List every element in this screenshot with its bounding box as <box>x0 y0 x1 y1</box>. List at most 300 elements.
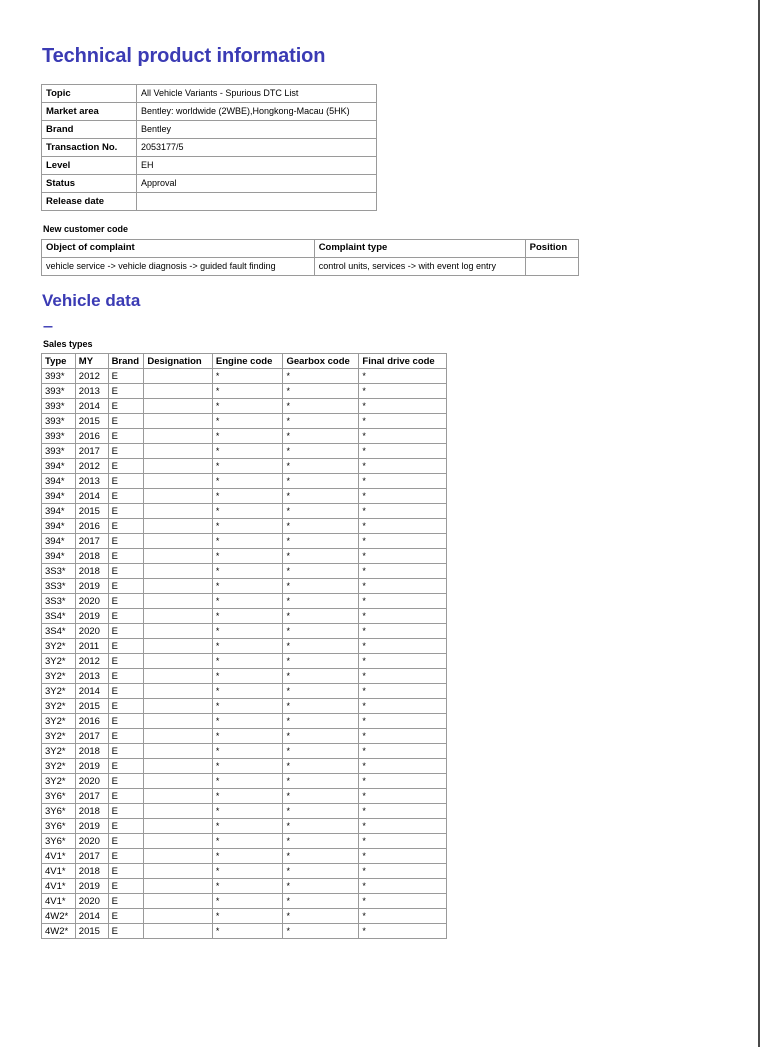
product-info-table-body <box>42 85 377 211</box>
cell-brand: E <box>108 414 144 429</box>
cell-brand: E <box>108 774 144 789</box>
cell-engine-code: * <box>212 534 283 549</box>
cell-final-drive-code: * <box>359 369 447 384</box>
cell-brand: E <box>108 834 144 849</box>
cell-final-drive-code: * <box>359 894 447 909</box>
table-row <box>42 175 377 193</box>
cell-gearbox-code: * <box>283 819 359 834</box>
cell-type: 394* <box>42 549 76 564</box>
cell-gearbox-code: * <box>283 684 359 699</box>
product-info-key: Market area <box>42 103 137 121</box>
table-row <box>42 714 447 729</box>
cell-final-drive-code: * <box>359 684 447 699</box>
divider-dashes: --- <box>43 318 52 333</box>
cell-engine-code: * <box>212 804 283 819</box>
table-row <box>42 759 447 774</box>
cell-designation <box>144 579 213 594</box>
cell-gearbox-code: * <box>283 864 359 879</box>
cell-brand: E <box>108 594 144 609</box>
customer-code-table-body <box>42 257 579 275</box>
cell-gearbox-code: * <box>283 519 359 534</box>
cell-my: 2014 <box>75 909 108 924</box>
cell-gearbox-code: * <box>283 444 359 459</box>
cell-designation <box>144 699 213 714</box>
cell-brand: E <box>108 684 144 699</box>
cell-designation <box>144 909 213 924</box>
cell-my: 2020 <box>75 774 108 789</box>
column-header-type: Type <box>42 354 76 369</box>
cell-designation <box>144 789 213 804</box>
cell-brand: E <box>108 474 144 489</box>
cell-engine-code: * <box>212 489 283 504</box>
cell-type: 3Y6* <box>42 789 76 804</box>
cell-type: 3S4* <box>42 609 76 624</box>
cell-designation <box>144 714 213 729</box>
cell-my: 2018 <box>75 549 108 564</box>
cell-my: 2020 <box>75 894 108 909</box>
cell-final-drive-code: * <box>359 414 447 429</box>
table-row <box>42 504 447 519</box>
cell-brand: E <box>108 534 144 549</box>
cell-final-drive-code: * <box>359 909 447 924</box>
cell-designation <box>144 864 213 879</box>
cell-engine-code: * <box>212 624 283 639</box>
cell-my: 2011 <box>75 639 108 654</box>
cell-type: 394* <box>42 474 76 489</box>
sales-types-table-body <box>42 369 447 939</box>
cell-gearbox-code: * <box>283 804 359 819</box>
cell-designation <box>144 849 213 864</box>
cell-designation <box>144 399 213 414</box>
cell-brand: E <box>108 369 144 384</box>
cell-complaint-type: control units, services -> with event log entry <box>314 257 525 275</box>
cell-type: 394* <box>42 489 76 504</box>
cell-type: 4V1* <box>42 864 76 879</box>
cell-final-drive-code: * <box>359 834 447 849</box>
cell-engine-code: * <box>212 609 283 624</box>
cell-gearbox-code: * <box>283 579 359 594</box>
cell-brand: E <box>108 429 144 444</box>
cell-my: 2019 <box>75 609 108 624</box>
table-row <box>42 639 447 654</box>
cell-gearbox-code: * <box>283 399 359 414</box>
cell-brand: E <box>108 924 144 939</box>
table-row <box>42 519 447 534</box>
table-row <box>42 85 377 103</box>
cell-gearbox-code: * <box>283 564 359 579</box>
table-header-row <box>42 354 447 369</box>
cell-designation <box>144 624 213 639</box>
cell-type: 394* <box>42 459 76 474</box>
cell-designation <box>144 894 213 909</box>
cell-brand: E <box>108 609 144 624</box>
cell-engine-code: * <box>212 384 283 399</box>
cell-engine-code: * <box>212 579 283 594</box>
cell-my: 2020 <box>75 624 108 639</box>
cell-final-drive-code: * <box>359 729 447 744</box>
table-row <box>42 894 447 909</box>
cell-gearbox-code: * <box>283 429 359 444</box>
cell-engine-code: * <box>212 474 283 489</box>
cell-designation <box>144 429 213 444</box>
cell-gearbox-code: * <box>283 534 359 549</box>
cell-brand: E <box>108 729 144 744</box>
column-header-complaint-type: Complaint type <box>314 239 525 257</box>
cell-gearbox-code: * <box>283 759 359 774</box>
cell-my: 2015 <box>75 414 108 429</box>
table-row <box>42 669 447 684</box>
table-row <box>42 624 447 639</box>
cell-designation <box>144 369 213 384</box>
cell-gearbox-code: * <box>283 624 359 639</box>
table-row <box>42 157 377 175</box>
cell-brand: E <box>108 894 144 909</box>
cell-engine-code: * <box>212 714 283 729</box>
cell-engine-code: * <box>212 444 283 459</box>
cell-engine-code: * <box>212 504 283 519</box>
cell-gearbox-code: * <box>283 909 359 924</box>
cell-gearbox-code: * <box>283 879 359 894</box>
cell-brand: E <box>108 444 144 459</box>
cell-my: 2020 <box>75 834 108 849</box>
table-row <box>42 609 447 624</box>
cell-gearbox-code: * <box>283 459 359 474</box>
table-row <box>42 193 377 211</box>
cell-gearbox-code: * <box>283 489 359 504</box>
cell-engine-code: * <box>212 774 283 789</box>
cell-designation <box>144 534 213 549</box>
cell-type: 4W2* <box>42 924 76 939</box>
cell-engine-code: * <box>212 414 283 429</box>
cell-gearbox-code: * <box>283 789 359 804</box>
cell-designation <box>144 459 213 474</box>
cell-engine-code: * <box>212 864 283 879</box>
cell-type: 3Y2* <box>42 639 76 654</box>
table-row <box>42 744 447 759</box>
table-row <box>42 121 377 139</box>
cell-brand: E <box>108 639 144 654</box>
sales-types-table-head <box>42 354 447 369</box>
cell-final-drive-code: * <box>359 429 447 444</box>
cell-type: 393* <box>42 399 76 414</box>
product-info-value <box>137 193 377 211</box>
cell-type: 3S3* <box>42 579 76 594</box>
cell-type: 393* <box>42 414 76 429</box>
cell-engine-code: * <box>212 789 283 804</box>
cell-final-drive-code: * <box>359 789 447 804</box>
table-row <box>42 909 447 924</box>
table-header-row <box>42 239 579 257</box>
cell-final-drive-code: * <box>359 924 447 939</box>
cell-my: 2012 <box>75 654 108 669</box>
cell-final-drive-code: * <box>359 534 447 549</box>
cell-my: 2013 <box>75 474 108 489</box>
cell-gearbox-code: * <box>283 669 359 684</box>
cell-my: 2017 <box>75 849 108 864</box>
cell-type: 4V1* <box>42 849 76 864</box>
cell-final-drive-code: * <box>359 669 447 684</box>
cell-designation <box>144 924 213 939</box>
cell-engine-code: * <box>212 459 283 474</box>
table-row <box>42 849 447 864</box>
cell-designation <box>144 819 213 834</box>
cell-my: 2014 <box>75 399 108 414</box>
table-row <box>42 564 447 579</box>
table-row <box>42 879 447 894</box>
cell-brand: E <box>108 624 144 639</box>
cell-my: 2014 <box>75 684 108 699</box>
cell-type: 4W2* <box>42 909 76 924</box>
cell-designation <box>144 474 213 489</box>
cell-type: 394* <box>42 534 76 549</box>
cell-engine-code: * <box>212 729 283 744</box>
cell-designation <box>144 834 213 849</box>
cell-my: 2013 <box>75 669 108 684</box>
cell-my: 2017 <box>75 444 108 459</box>
cell-final-drive-code: * <box>359 639 447 654</box>
product-info-value: Approval <box>137 175 377 193</box>
cell-designation <box>144 489 213 504</box>
cell-type: 3Y2* <box>42 684 76 699</box>
product-info-table <box>41 84 377 211</box>
new-customer-code-label: New customer code <box>43 224 129 234</box>
column-header-brand: Brand <box>108 354 144 369</box>
cell-my: 2014 <box>75 489 108 504</box>
cell-type: 4V1* <box>42 894 76 909</box>
cell-engine-code: * <box>212 744 283 759</box>
product-info-key: Level <box>42 157 137 175</box>
cell-my: 2015 <box>75 504 108 519</box>
cell-final-drive-code: * <box>359 489 447 504</box>
cell-brand: E <box>108 744 144 759</box>
product-info-key: Brand <box>42 121 137 139</box>
cell-type: 3Y2* <box>42 654 76 669</box>
column-header-gearbox-code: Gearbox code <box>283 354 359 369</box>
cell-gearbox-code: * <box>283 924 359 939</box>
cell-type: 3S3* <box>42 594 76 609</box>
table-row <box>42 729 447 744</box>
cell-final-drive-code: * <box>359 549 447 564</box>
cell-type: 393* <box>42 384 76 399</box>
table-row <box>42 864 447 879</box>
cell-engine-code: * <box>212 684 283 699</box>
table-row <box>42 804 447 819</box>
cell-designation <box>144 684 213 699</box>
table-row <box>42 103 377 121</box>
cell-gearbox-code: * <box>283 849 359 864</box>
cell-type: 3Y2* <box>42 669 76 684</box>
cell-gearbox-code: * <box>283 549 359 564</box>
cell-final-drive-code: * <box>359 609 447 624</box>
cell-gearbox-code: * <box>283 699 359 714</box>
product-info-value: 2053177/5 <box>137 139 377 157</box>
cell-engine-code: * <box>212 369 283 384</box>
cell-final-drive-code: * <box>359 459 447 474</box>
cell-gearbox-code: * <box>283 654 359 669</box>
cell-my: 2018 <box>75 804 108 819</box>
table-row <box>42 444 447 459</box>
product-info-key: Status <box>42 175 137 193</box>
table-row <box>42 429 447 444</box>
table-row <box>42 579 447 594</box>
table-row <box>42 654 447 669</box>
cell-engine-code: * <box>212 834 283 849</box>
customer-code-table <box>41 239 579 276</box>
cell-engine-code: * <box>212 849 283 864</box>
table-row <box>42 459 447 474</box>
cell-engine-code: * <box>212 759 283 774</box>
cell-final-drive-code: * <box>359 564 447 579</box>
cell-my: 2012 <box>75 459 108 474</box>
cell-brand: E <box>108 804 144 819</box>
cell-my: 2019 <box>75 759 108 774</box>
cell-my: 2013 <box>75 384 108 399</box>
cell-engine-code: * <box>212 429 283 444</box>
cell-object-of-complaint: vehicle service -> vehicle diagnosis -> guided fault finding <box>42 257 315 275</box>
section-title-vehicle-data: Vehicle data <box>42 290 141 310</box>
cell-type: 3Y2* <box>42 744 76 759</box>
cell-gearbox-code: * <box>283 384 359 399</box>
cell-final-drive-code: * <box>359 654 447 669</box>
cell-gearbox-code: * <box>283 729 359 744</box>
cell-brand: E <box>108 879 144 894</box>
cell-engine-code: * <box>212 924 283 939</box>
cell-type: 3S4* <box>42 624 76 639</box>
cell-brand: E <box>108 399 144 414</box>
cell-gearbox-code: * <box>283 744 359 759</box>
cell-type: 3Y6* <box>42 819 76 834</box>
cell-final-drive-code: * <box>359 849 447 864</box>
cell-final-drive-code: * <box>359 699 447 714</box>
sales-types-table <box>41 353 447 939</box>
cell-final-drive-code: * <box>359 864 447 879</box>
table-row <box>42 699 447 714</box>
cell-engine-code: * <box>212 519 283 534</box>
column-header-object-of-complaint: Object of complaint <box>42 239 315 257</box>
cell-brand: E <box>108 519 144 534</box>
cell-designation <box>144 639 213 654</box>
cell-gearbox-code: * <box>283 774 359 789</box>
cell-my: 2015 <box>75 924 108 939</box>
cell-brand: E <box>108 669 144 684</box>
page-title: Technical product information <box>42 45 326 67</box>
column-header-final-drive-code: Final drive code <box>359 354 447 369</box>
cell-designation <box>144 564 213 579</box>
product-info-key: Transaction No. <box>42 139 137 157</box>
table-row <box>42 534 447 549</box>
cell-final-drive-code: * <box>359 774 447 789</box>
table-row <box>42 489 447 504</box>
cell-final-drive-code: * <box>359 384 447 399</box>
cell-type: 394* <box>42 519 76 534</box>
cell-designation <box>144 654 213 669</box>
cell-final-drive-code: * <box>359 804 447 819</box>
table-row <box>42 789 447 804</box>
cell-designation <box>144 669 213 684</box>
cell-gearbox-code: * <box>283 594 359 609</box>
cell-designation <box>144 744 213 759</box>
cell-brand: E <box>108 849 144 864</box>
cell-position <box>525 257 578 275</box>
table-row <box>42 257 579 275</box>
cell-designation <box>144 879 213 894</box>
cell-type: 3S3* <box>42 564 76 579</box>
cell-final-drive-code: * <box>359 819 447 834</box>
table-row <box>42 414 447 429</box>
product-info-value: Bentley <box>137 121 377 139</box>
cell-designation <box>144 384 213 399</box>
table-row <box>42 399 447 414</box>
cell-brand: E <box>108 384 144 399</box>
cell-engine-code: * <box>212 819 283 834</box>
cell-my: 2018 <box>75 864 108 879</box>
cell-brand: E <box>108 579 144 594</box>
cell-type: 3Y2* <box>42 759 76 774</box>
cell-brand: E <box>108 714 144 729</box>
column-header-engine-code: Engine code <box>212 354 283 369</box>
table-row <box>42 819 447 834</box>
cell-type: 3Y2* <box>42 729 76 744</box>
cell-my: 2019 <box>75 579 108 594</box>
cell-designation <box>144 504 213 519</box>
cell-my: 2017 <box>75 534 108 549</box>
cell-engine-code: * <box>212 564 283 579</box>
cell-engine-code: * <box>212 654 283 669</box>
product-info-value: Bentley: worldwide (2WBE),Hongkong-Macau (5HK) <box>137 103 377 121</box>
cell-my: 2016 <box>75 714 108 729</box>
cell-designation <box>144 759 213 774</box>
cell-type: 3Y6* <box>42 834 76 849</box>
table-row <box>42 684 447 699</box>
cell-brand: E <box>108 789 144 804</box>
cell-type: 4V1* <box>42 879 76 894</box>
table-row <box>42 474 447 489</box>
cell-type: 3Y2* <box>42 774 76 789</box>
cell-brand: E <box>108 909 144 924</box>
column-header-my: MY <box>75 354 108 369</box>
cell-engine-code: * <box>212 879 283 894</box>
product-info-key: Release date <box>42 193 137 211</box>
cell-brand: E <box>108 654 144 669</box>
product-info-value: All Vehicle Variants - Spurious DTC List <box>137 85 377 103</box>
cell-final-drive-code: * <box>359 879 447 894</box>
cell-my: 2018 <box>75 744 108 759</box>
cell-designation <box>144 609 213 624</box>
cell-final-drive-code: * <box>359 714 447 729</box>
product-info-value: EH <box>137 157 377 175</box>
cell-final-drive-code: * <box>359 519 447 534</box>
cell-final-drive-code: * <box>359 579 447 594</box>
cell-engine-code: * <box>212 909 283 924</box>
cell-designation <box>144 414 213 429</box>
cell-brand: E <box>108 864 144 879</box>
cell-brand: E <box>108 504 144 519</box>
cell-final-drive-code: * <box>359 474 447 489</box>
cell-final-drive-code: * <box>359 624 447 639</box>
cell-my: 2017 <box>75 729 108 744</box>
cell-type: 393* <box>42 429 76 444</box>
cell-designation <box>144 444 213 459</box>
cell-brand: E <box>108 819 144 834</box>
cell-gearbox-code: * <box>283 609 359 624</box>
cell-brand: E <box>108 564 144 579</box>
table-row <box>42 774 447 789</box>
cell-my: 2012 <box>75 369 108 384</box>
cell-engine-code: * <box>212 549 283 564</box>
cell-final-drive-code: * <box>359 444 447 459</box>
cell-type: 393* <box>42 444 76 459</box>
cell-final-drive-code: * <box>359 594 447 609</box>
